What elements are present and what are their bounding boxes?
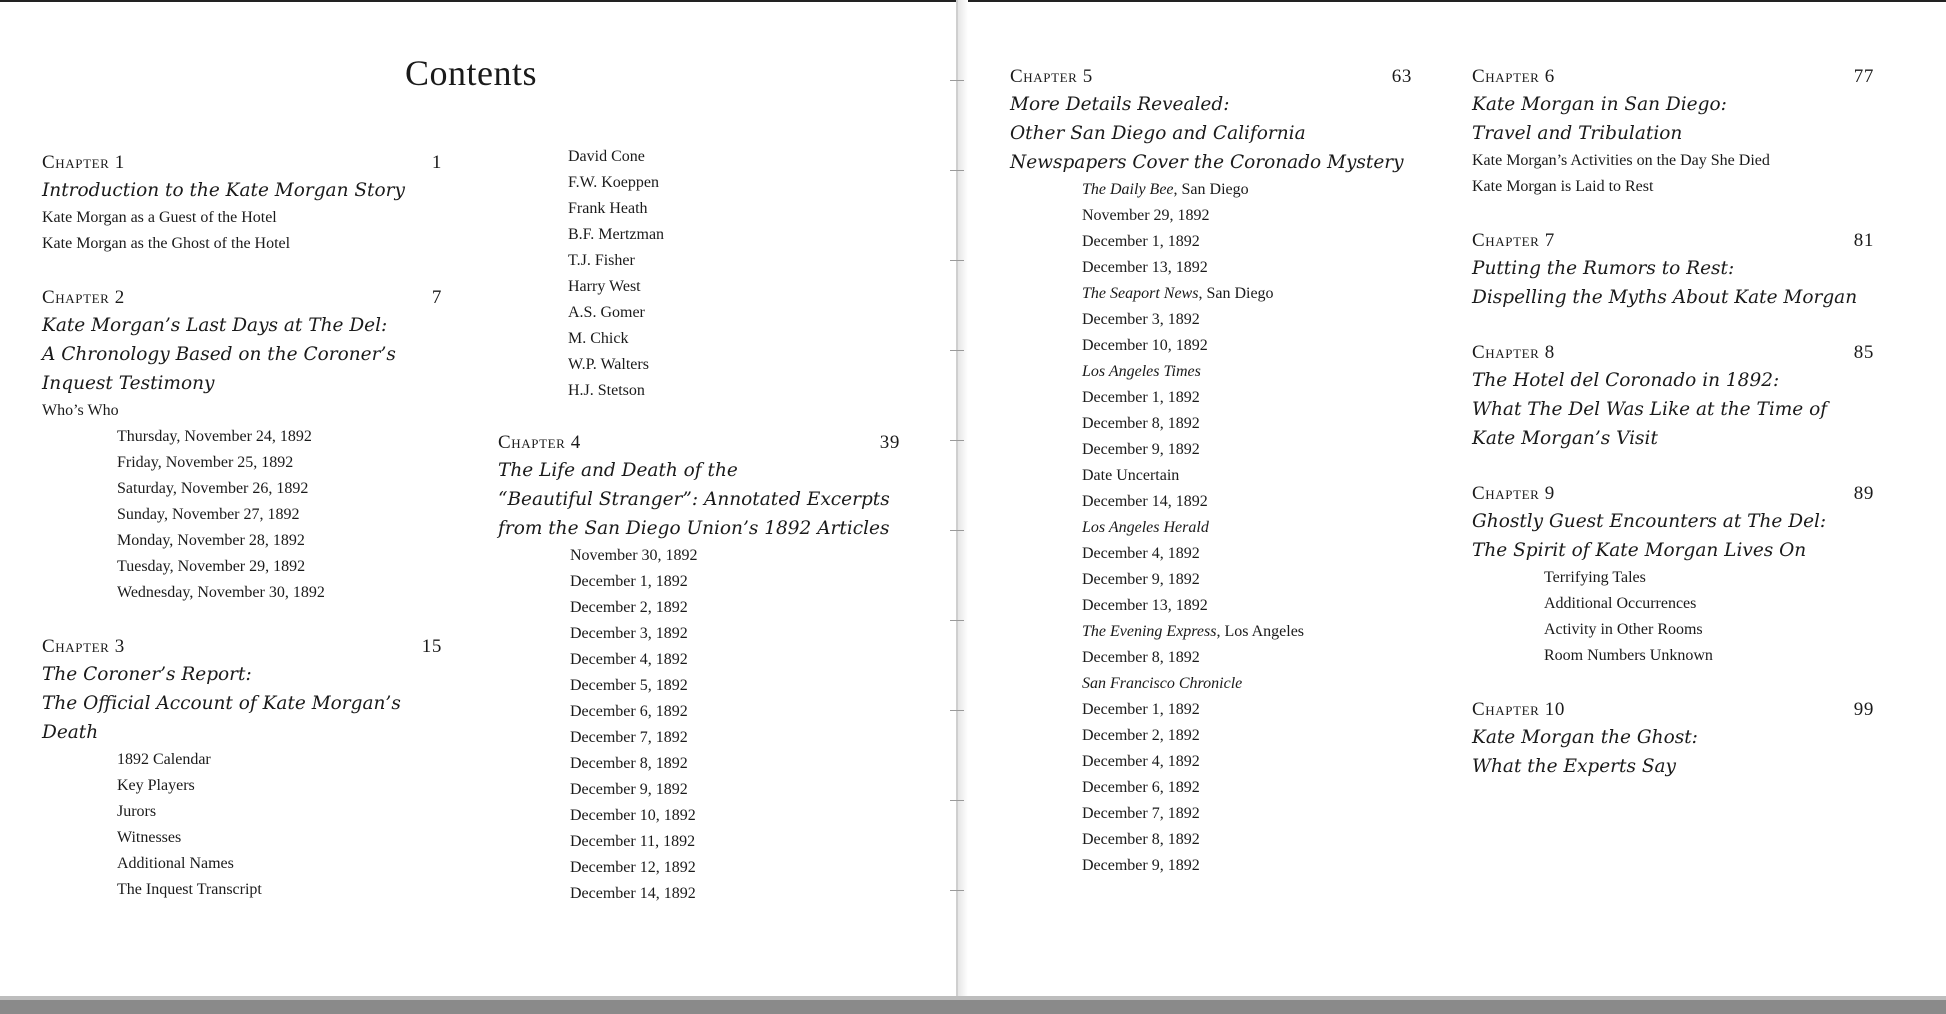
newspaper-heading: The Seaport News, San Diego bbox=[1082, 285, 1274, 302]
chapter-heading bbox=[1472, 340, 1874, 366]
page-number: 15 bbox=[421, 636, 442, 657]
toc-subentry: December 8, 1892 bbox=[1082, 831, 1200, 848]
chapter-title: More Details Revealed: bbox=[1010, 94, 1230, 115]
toc-subentry: Jurors bbox=[117, 803, 157, 820]
chapter-4 bbox=[498, 430, 900, 907]
chapter-10 bbox=[1472, 697, 1874, 781]
binding-stitch bbox=[950, 80, 964, 81]
toc-subentry: December 10, 1892 bbox=[570, 807, 696, 824]
toc-subentry: December 2, 1892 bbox=[1082, 727, 1200, 744]
chapter-title: “Beautiful Stranger”: Annotated Excerpts bbox=[498, 489, 890, 510]
toc-entry: Kate Morgan is Laid to Rest bbox=[1472, 178, 1654, 195]
chapter-title: Inquest Testimony bbox=[42, 373, 215, 394]
spine-shadow bbox=[958, 0, 968, 1000]
name-entry: Frank Heath bbox=[568, 200, 648, 217]
toc-subentry: December 8, 1892 bbox=[1082, 649, 1200, 666]
chapter-label: Chapter 3 bbox=[42, 636, 125, 657]
binding-stitch bbox=[950, 170, 964, 171]
toc-subentry: December 13, 1892 bbox=[1082, 259, 1208, 276]
chapter-title: Kate Morgan’s Last Days at The Del: bbox=[42, 315, 388, 336]
chapter-title: The Life and Death of the bbox=[498, 460, 738, 481]
binding-stitch bbox=[950, 440, 964, 441]
chapter-title: Putting the Rumors to Rest: bbox=[1472, 258, 1735, 279]
toc-subentry: December 9, 1892 bbox=[1082, 441, 1200, 458]
chapter-label: Chapter 6 bbox=[1472, 66, 1555, 87]
toc-subentry: December 1, 1892 bbox=[1082, 233, 1200, 250]
chapter-title: Dispelling the Myths About Kate Morgan bbox=[1472, 287, 1858, 308]
toc-subentry: Friday, November 25, 1892 bbox=[117, 454, 294, 471]
chapter-title: Kate Morgan’s Visit bbox=[1472, 428, 1658, 449]
chapter-heading bbox=[1472, 64, 1874, 90]
scanner-bottom-edge bbox=[0, 996, 1946, 1014]
page-top-edge bbox=[0, 0, 1946, 2]
chapter-title: Travel and Tribulation bbox=[1472, 123, 1683, 144]
toc-subentry: December 4, 1892 bbox=[1082, 545, 1200, 562]
toc-subentry: December 7, 1892 bbox=[1082, 805, 1200, 822]
newspaper-name: San Diego Union bbox=[584, 518, 743, 539]
toc-subentry: December 9, 1892 bbox=[1082, 857, 1200, 874]
toc-subentry: Sunday, November 27, 1892 bbox=[117, 506, 300, 523]
name-entry: Harry West bbox=[568, 278, 641, 295]
name-entry: A.S. Gomer bbox=[568, 304, 645, 321]
chapter-7 bbox=[1472, 228, 1874, 312]
page-number: 1 bbox=[431, 152, 442, 173]
binding-stitch bbox=[950, 800, 964, 801]
chapter-title: The Hotel del Coronado in 1892: bbox=[1472, 370, 1780, 391]
page-number: 39 bbox=[879, 432, 900, 453]
page-number: 89 bbox=[1853, 483, 1874, 504]
chapter-title: Newspapers Cover the Coronado Mystery bbox=[1010, 152, 1404, 173]
chapter-heading bbox=[42, 150, 442, 176]
toc-subentry: December 14, 1892 bbox=[1082, 493, 1208, 510]
chapter-heading bbox=[42, 634, 442, 660]
toc-subentry: December 10, 1892 bbox=[1082, 337, 1208, 354]
toc-entry: Kate Morgan’s Activities on the Day She Died bbox=[1472, 152, 1770, 169]
name-entry: W.P. Walters bbox=[568, 356, 649, 373]
page-title: Contents bbox=[405, 53, 538, 93]
toc-subentry: December 2, 1892 bbox=[570, 599, 688, 616]
chapter-3 bbox=[42, 634, 442, 903]
toc-subentry: December 1, 1892 bbox=[570, 573, 688, 590]
toc-subentry: December 9, 1892 bbox=[1082, 571, 1200, 588]
chapter-label: Chapter 9 bbox=[1472, 483, 1555, 504]
chapter-label: Chapter 10 bbox=[1472, 699, 1565, 720]
chapter-title: Kate Morgan in San Diego: bbox=[1472, 94, 1727, 115]
binding-stitch bbox=[950, 350, 964, 351]
toc-subentry: The Inquest Transcript bbox=[117, 881, 262, 898]
chapter-title: What the Experts Say bbox=[1472, 756, 1676, 777]
chapter-label: Chapter 7 bbox=[1472, 230, 1555, 251]
chapter-heading bbox=[1472, 697, 1874, 723]
toc-subentry: December 13, 1892 bbox=[1082, 597, 1208, 614]
toc-subentry: Witnesses bbox=[117, 829, 182, 846]
chapter-title: Introduction to the Kate Morgan Story bbox=[42, 180, 405, 201]
toc-subentry: Room Numbers Unknown bbox=[1544, 647, 1713, 664]
toc-subentry: November 29, 1892 bbox=[1082, 207, 1210, 224]
newspaper-heading: The Daily Bee, San Diego bbox=[1082, 181, 1249, 198]
toc-subentry: November 30, 1892 bbox=[570, 547, 698, 564]
newspaper-heading: San Francisco Chronicle bbox=[1082, 675, 1243, 692]
toc-subentry: Additional Names bbox=[117, 855, 234, 872]
toc-subentry: Wednesday, November 30, 1892 bbox=[117, 584, 325, 601]
binding-stitch bbox=[950, 710, 964, 711]
toc-subentry: Saturday, November 26, 1892 bbox=[117, 480, 309, 497]
chapter-2 bbox=[42, 285, 442, 606]
toc-subentry: 1892 Calendar bbox=[117, 751, 211, 768]
chapter-heading bbox=[1010, 64, 1412, 90]
toc-subentry: Key Players bbox=[117, 777, 195, 794]
chapter-heading bbox=[1472, 228, 1874, 254]
chapter-heading bbox=[1472, 481, 1874, 507]
chapter-title: Ghostly Guest Encounters at The Del: bbox=[1472, 511, 1827, 532]
toc-subentry: December 14, 1892 bbox=[570, 885, 696, 902]
page-number: 63 bbox=[1391, 66, 1412, 87]
chapter-9 bbox=[1472, 481, 1874, 669]
toc-subentry: December 11, 1892 bbox=[570, 833, 696, 850]
toc-subentry: December 6, 1892 bbox=[570, 703, 688, 720]
name-entry: M. Chick bbox=[568, 330, 629, 347]
chapter-title: Other San Diego and California bbox=[1010, 123, 1306, 144]
page-number: 99 bbox=[1853, 699, 1874, 720]
newspaper-heading: Los Angeles Herald bbox=[1082, 519, 1209, 536]
chapter-title: Death bbox=[42, 722, 99, 743]
toc-subentry: December 4, 1892 bbox=[570, 651, 688, 668]
toc-column-1 bbox=[42, 150, 442, 903]
page-number: 85 bbox=[1853, 342, 1874, 363]
toc-entry: Who’s Who bbox=[42, 402, 119, 419]
newspaper-heading: The Evening Express, Los Angeles bbox=[1082, 623, 1305, 640]
binding-stitch bbox=[950, 260, 964, 261]
name-entry: T.J. Fisher bbox=[568, 252, 635, 269]
binding-stitch bbox=[950, 530, 964, 531]
toc-subentry: December 5, 1892 bbox=[570, 677, 688, 694]
page-number: 7 bbox=[431, 287, 442, 308]
chapter-title: The Coroner’s Report: bbox=[42, 664, 252, 685]
chapter-title: Kate Morgan the Ghost: bbox=[1472, 727, 1698, 748]
newspaper-heading: Los Angeles Times bbox=[1082, 363, 1201, 380]
toc-subentry: Activity in Other Rooms bbox=[1544, 621, 1703, 638]
toc-subentry: Tuesday, November 29, 1892 bbox=[117, 558, 306, 575]
toc-subentry: Thursday, November 24, 1892 bbox=[117, 428, 312, 445]
chapter-label: Chapter 2 bbox=[42, 287, 125, 308]
binding-stitch bbox=[950, 620, 964, 621]
toc-subentry: December 4, 1892 bbox=[1082, 753, 1200, 770]
chapter-6 bbox=[1472, 64, 1874, 200]
juror-names-list bbox=[568, 144, 828, 404]
chapter-title: A Chronology Based on the Coroner’s bbox=[42, 344, 396, 365]
binding-stitch bbox=[950, 890, 964, 891]
toc-subentry: December 3, 1892 bbox=[1082, 311, 1200, 328]
chapter-label: Chapter 8 bbox=[1472, 342, 1555, 363]
toc-entry: Kate Morgan as a Guest of the Hotel bbox=[42, 209, 277, 226]
toc-subentry: Additional Occurrences bbox=[1544, 595, 1697, 612]
toc-subentry: December 1, 1892 bbox=[1082, 701, 1200, 718]
toc-subentry: Date Uncertain bbox=[1082, 467, 1180, 484]
name-entry: David Cone bbox=[568, 148, 645, 165]
page-number: 77 bbox=[1853, 66, 1874, 87]
toc-subentry: December 12, 1892 bbox=[570, 859, 696, 876]
chapter-title: What The Del Was Like at the Time of bbox=[1472, 399, 1828, 420]
chapter-label: Chapter 1 bbox=[42, 152, 125, 173]
chapter-5 bbox=[1010, 64, 1412, 879]
toc-subentry: December 9, 1892 bbox=[570, 781, 688, 798]
toc-subentry: December 8, 1892 bbox=[570, 755, 688, 772]
toc-column-4 bbox=[1472, 64, 1874, 781]
page-number: 81 bbox=[1853, 230, 1874, 251]
chapter-heading bbox=[498, 430, 900, 456]
toc-subentry: December 1, 1892 bbox=[1082, 389, 1200, 406]
name-entry: F.W. Koeppen bbox=[568, 174, 660, 191]
chapter-title: The Official Account of Kate Morgan’s bbox=[42, 693, 401, 714]
name-entry: B.F. Mertzman bbox=[568, 226, 665, 243]
chapter-label: Chapter 5 bbox=[1010, 66, 1093, 87]
toc-subentry: Terrifying Tales bbox=[1544, 569, 1646, 586]
toc-subentry: Monday, November 28, 1892 bbox=[117, 532, 305, 549]
toc-subentry: December 6, 1892 bbox=[1082, 779, 1200, 796]
toc-entry: Kate Morgan as the Ghost of the Hotel bbox=[42, 235, 291, 252]
chapter-title: from the San Diego Union’s 1892 Articles bbox=[498, 518, 890, 539]
name-entry: H.J. Stetson bbox=[568, 382, 645, 399]
chapter-title: The Spirit of Kate Morgan Lives On bbox=[1472, 540, 1807, 561]
toc-subentry: December 8, 1892 bbox=[1082, 415, 1200, 432]
chapter-1 bbox=[42, 150, 442, 257]
chapter-label: Chapter 4 bbox=[498, 432, 581, 453]
toc-subentry: December 3, 1892 bbox=[570, 625, 688, 642]
toc-subentry: December 7, 1892 bbox=[570, 729, 688, 746]
chapter-heading bbox=[42, 285, 442, 311]
chapter-8 bbox=[1472, 340, 1874, 453]
